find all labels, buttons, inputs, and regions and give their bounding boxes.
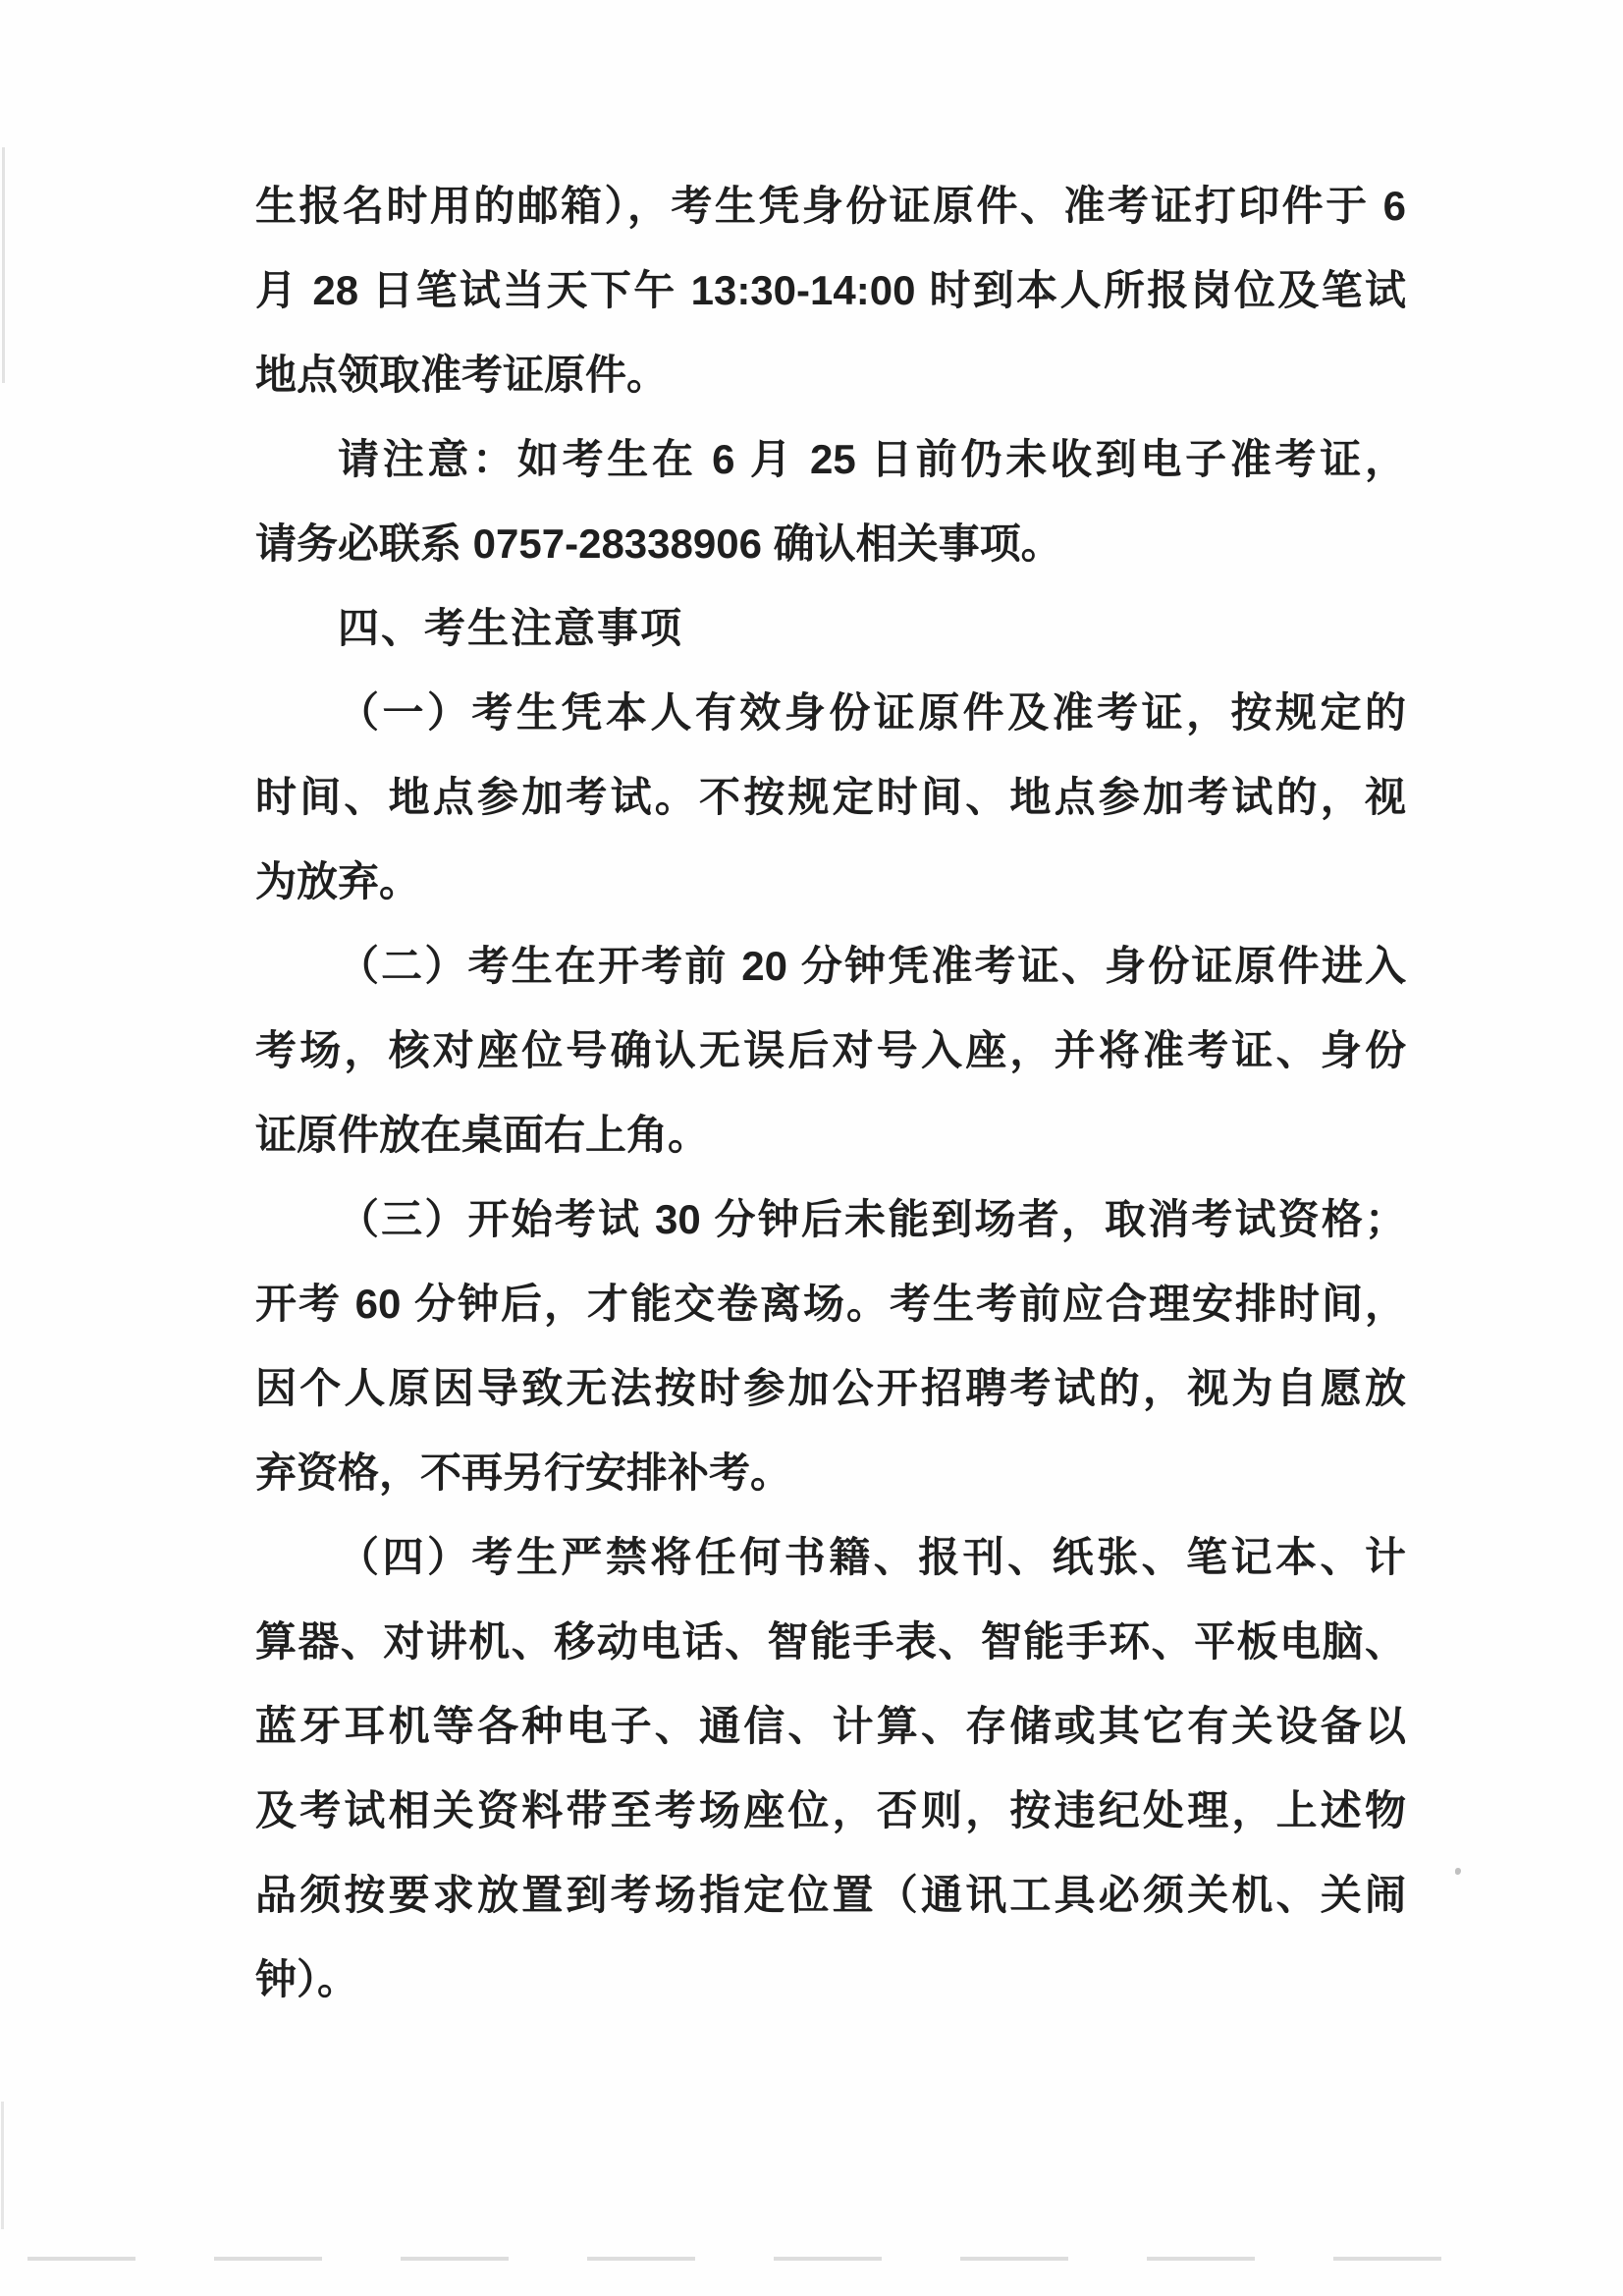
text-line: 请务必联系 0757-28338906 确认相关事项。 (255, 520, 1062, 567)
scan-artifact-left-edge (2, 147, 5, 383)
text-line: （一）考生凭本人有效身份证原件及准考证，按规定的 (338, 689, 1406, 736)
scan-artifact-speck (1455, 1868, 1461, 1875)
text-line: 钟）。 (255, 1956, 359, 2002)
text-line: 为放弃。 (255, 858, 421, 904)
text-line: 弃资格，不再另行安排补考。 (255, 1449, 792, 1496)
text-line: 算器、对讲机、移动电话、智能手表、智能手环、平板电脑、 (255, 1618, 1406, 1665)
text-line: 证原件放在桌面右上角。 (255, 1112, 710, 1158)
text-line: 及考试相关资料带至考场座位，否则，按违纪处理，上述物 (255, 1787, 1406, 1833)
text-line: 生报名时用的邮箱），考生凭身份证原件、准考证打印件于 6 (255, 183, 1406, 229)
text-line: 时间、地点参加考试。不按规定时间、地点参加考试的，视 (255, 774, 1406, 820)
scan-artifact-bottom-streak (27, 2257, 1500, 2261)
text-line: （四）考生严禁将任何书籍、报刊、纸张、笔记本、计 (338, 1534, 1406, 1580)
section-heading: 四、考生注意事项 (338, 605, 684, 651)
text-line: 因个人原因导致无法按时参加公开招聘考试的，视为自愿放 (255, 1365, 1406, 1411)
text-line: （三）开始考试 30 分钟后未能到场者，取消考试资格； (338, 1196, 1406, 1242)
text-line: 蓝牙耳机等各种电子、通信、计算、存储或其它有关设备以 (255, 1703, 1406, 1749)
text-line: （二）考生在开考前 20 分钟凭准考证、身份证原件进入 (338, 943, 1406, 989)
text-line: 月 28 日笔试当天下午 13:30-14:00 时到本人所报岗位及笔试 (255, 267, 1406, 313)
document-text-block (255, 164, 1406, 2022)
text-line: 品须按要求放置到考场指定位置（通讯工具必须关机、关闹 (255, 1872, 1406, 1918)
text-line: 考场，核对座位号确认无误后对号入座，并将准考证、身份 (255, 1027, 1406, 1073)
text-line: 地点领取准考证原件。 (255, 352, 669, 398)
text-line: 请注意：如考生在 6 月 25 日前仍未收到电子准考证， (338, 436, 1406, 482)
scan-artifact-left-edge (1, 2102, 4, 2229)
text-line: 开考 60 分钟后，才能交卷离场。考生考前应合理安排时间， (255, 1281, 1406, 1327)
